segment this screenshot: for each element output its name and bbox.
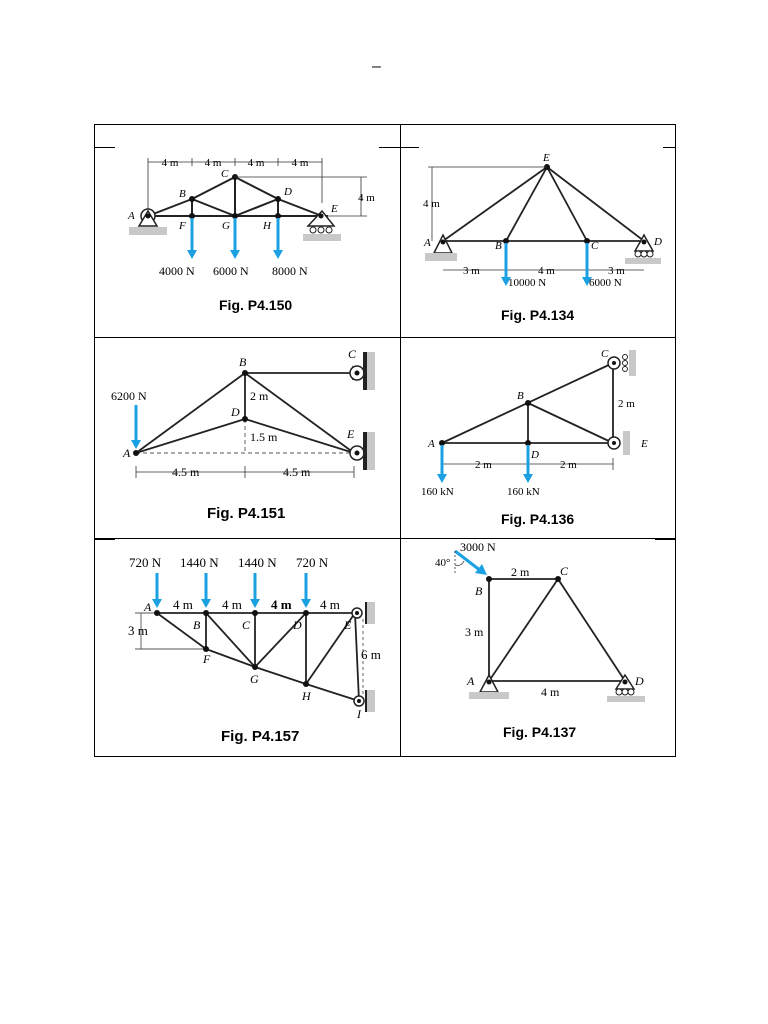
joint-label: E [347,427,355,441]
joint-label: D [635,674,644,688]
dim-label: 3 m [463,265,480,277]
figure-p4-134 [401,125,675,337]
load-label: 6000 N [589,277,622,289]
dim-label: 4 m [320,597,340,612]
joint-label: C [221,168,229,180]
joint-label: A [144,600,152,614]
dim-label: 3 m [128,623,148,638]
joint-label: A [424,237,431,249]
load-label: 6000 N [213,264,249,278]
joint-label: E [331,203,338,215]
joint-label: E [543,152,550,164]
load-label: 8000 N [272,264,308,278]
dim-label: 2 m [618,398,635,410]
joint-label: C [560,564,569,578]
joint-label: E [641,438,648,450]
figure-p4-151 [95,338,400,538]
load-label: 1440 N [238,555,277,570]
dim-label: 4 m [173,597,193,612]
figure-p4-157 [95,539,400,756]
joint-label: D [654,236,662,248]
joint-label: I [357,707,361,721]
dim-label: 4.5 m [172,465,200,479]
joint-label: D [231,405,240,419]
dim-label: 4 m [161,157,179,169]
joint-label: E [344,618,352,632]
load-label: 160 kN [507,486,540,498]
dim-label: 4 m [541,685,560,699]
dim-label: 4 m [271,597,292,612]
dim-label: 4 m [222,597,242,612]
figure-caption: Fig. P4.137 [503,724,577,740]
dim-label: 4 m [358,192,375,204]
joint-label: C [591,240,599,252]
figure-p4-150 [95,125,400,337]
angle-label: 40° [435,557,451,569]
load-label: 1440 N [180,555,219,570]
joint-label: A [123,446,131,460]
joint-label: D [293,618,302,632]
dim-label: 2 m [511,565,530,579]
joint-label: B [179,188,186,200]
joint-label: H [263,220,271,232]
figure-p4-137 [401,539,675,756]
joint-label: C [601,348,609,360]
dim-label: 1.5 m [250,430,278,444]
figure-caption: Fig. P4.151 [207,505,286,522]
joint-label: B [193,618,201,632]
joint-label: B [517,390,524,402]
joint-label: D [284,186,292,198]
dim-label: 4 m [204,157,222,169]
header-mark: – [372,58,381,75]
dim-label: 4 m [247,157,265,169]
joint-label: B [495,240,502,252]
load-label: 10000 N [508,277,547,289]
load-label: 720 N [296,555,329,570]
load-label: 160 kN [421,486,454,498]
dim-label: 6 m [361,647,381,662]
joint-label: A [467,674,475,688]
joint-label: G [250,672,259,686]
load-label: 3000 N [460,540,496,554]
figure-p4-136 [401,338,675,538]
dim-label: 4.5 m [283,465,311,479]
joint-label: F [203,652,211,666]
load-label: 6200 N [111,389,147,403]
figure-caption: Fig. P4.157 [221,728,300,745]
dim-label: 4 m [538,265,555,277]
dim-label: 2 m [475,459,492,471]
joint-label: D [531,449,539,461]
dim-label: 3 m [465,625,484,639]
dim-label: 2 m [250,389,269,403]
load-label: 4000 N [159,264,195,278]
joint-label: C [242,618,251,632]
figure-caption: Fig. P4.150 [219,297,293,313]
joint-label: H [302,689,311,703]
dim-label: 4 m [423,198,440,210]
dim-label: 3 m [608,265,625,277]
dim-label: 2 m [560,459,577,471]
figure-grid [94,124,676,757]
joint-label: B [239,355,247,369]
joint-label: B [475,584,483,598]
figure-caption: Fig. P4.136 [501,511,575,527]
joint-label: F [179,220,186,232]
joint-label: C [348,347,357,361]
joint-label: A [128,210,135,222]
figure-caption: Fig. P4.134 [501,307,575,323]
load-label: 720 N [129,555,162,570]
joint-label: A [428,438,435,450]
joint-label: G [222,220,230,232]
dim-label: 4 m [291,157,309,169]
